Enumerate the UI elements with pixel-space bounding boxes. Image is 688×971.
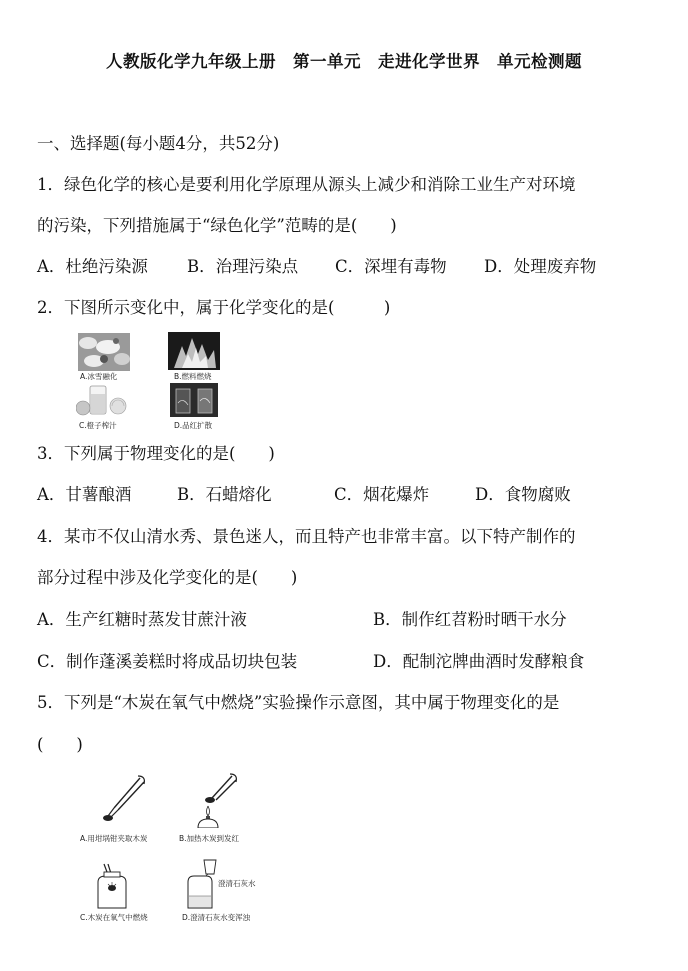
figure-dye-diffusion (170, 383, 218, 417)
caption-d: D.品红扩散 (174, 421, 213, 430)
caption-a: A.冰雪融化 (80, 372, 118, 381)
figure-heating-charcoal (188, 772, 238, 828)
question-4-line-2: 部分过程中涉及化学变化的是( ) (37, 568, 298, 587)
option-c: C．深埋有毒物 (335, 257, 447, 276)
caption-c: C.木炭在氧气中燃烧 (80, 913, 148, 922)
figure-orange-juice (76, 384, 132, 418)
option-d: D．食物腐败 (475, 485, 571, 504)
option-d: D．处理废弃物 (484, 257, 597, 276)
option-a: A．杜绝污染源 (37, 257, 148, 276)
figure-ice-melting (78, 333, 130, 371)
option-b: B．制作红苕粉时晒干水分 (373, 610, 567, 629)
caption-b: B.加热木炭到发红 (179, 834, 240, 843)
option-a: A．生产红糖时蒸发甘蔗汁液 (37, 610, 247, 629)
section-heading: 一、选择题(每小题4分，共52分) (37, 134, 280, 153)
caption-a: A.用坩埚钳夹取木炭 (80, 834, 148, 843)
caption-c: C.橙子榨汁 (79, 421, 117, 430)
question-1-line-2: 的污染，下列措施属于“绿色化学”范畴的是( ) (37, 216, 397, 235)
option-b: B．治理污染点 (187, 257, 299, 276)
question-5-line-1: 5．下列是“木炭在氧气中燃烧”实验操作示意图，其中属于物理变化的是 (37, 693, 560, 712)
option-a: A．甘薯酿酒 (37, 485, 132, 504)
caption-b: B.燃料燃烧 (174, 372, 212, 381)
question-3-line-1: 3．下列属于物理变化的是( ) (37, 444, 275, 463)
option-c: C．制作蓬溪姜糕时将成品切块包装 (37, 652, 298, 671)
page-title: 人教版化学九年级上册 第一单元 走进化学世界 单元检测题 (106, 52, 582, 71)
caption-d: D.澄清石灰水变浑浊 (182, 913, 251, 922)
question-4-line-1: 4．某市不仅山清水秀、景色迷人，而且特产也非常丰富。以下特产制作的 (37, 527, 576, 546)
figure-tongs-charcoal (100, 774, 146, 824)
option-c: C．烟花爆炸 (334, 485, 430, 504)
option-b: B．石蜡熔化 (177, 485, 272, 504)
label-limewater: 澄清石灰水 (218, 879, 256, 888)
figure-burning-in-oxygen (92, 862, 132, 910)
question-5-line-2: ( ) (37, 735, 83, 754)
figure-fuel-burning (168, 332, 220, 370)
question-1-line-1: 1．绿色化学的核心是要利用化学原理从源头上减少和消除工业生产对环境 (37, 175, 576, 194)
option-d: D．配制沱牌曲酒时发酵粮食 (373, 652, 585, 671)
question-2-line-1: 2．下图所示变化中，属于化学变化的是( ) (37, 298, 391, 317)
figure-limewater (180, 858, 220, 910)
